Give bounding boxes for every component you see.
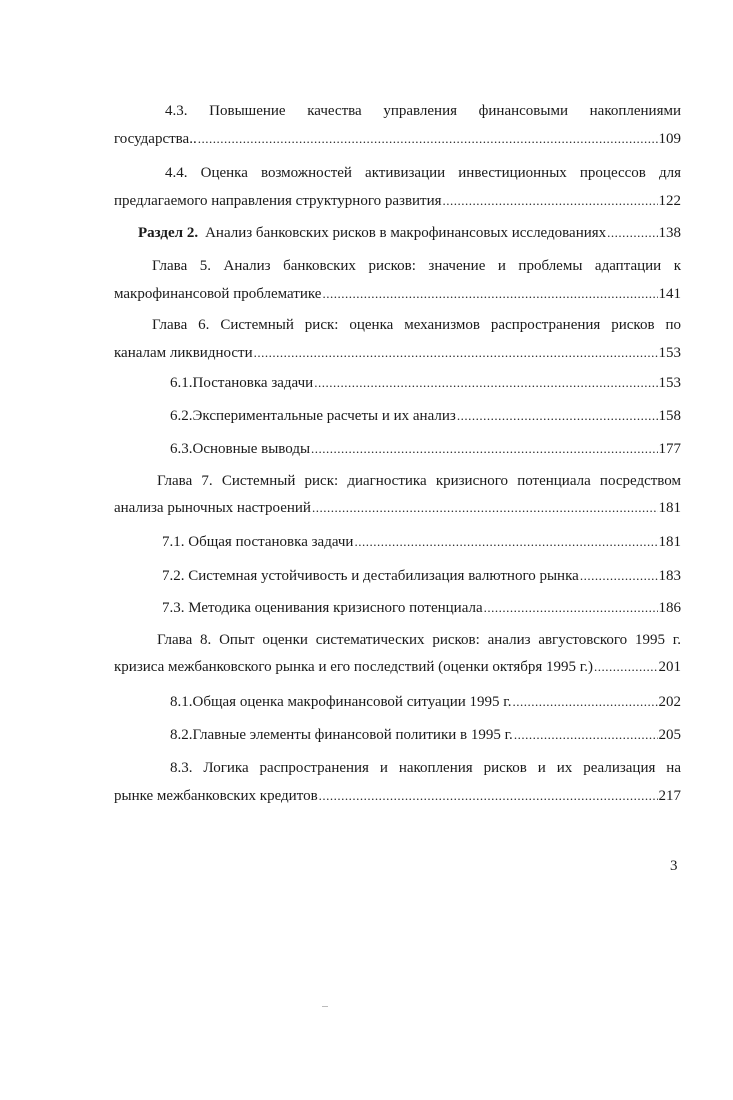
toc-entry-ch5-line2 — [114, 283, 681, 305]
toc-entry-title: Основные выводы — [192, 441, 311, 457]
toc-entry-title: предлагаемого направления структурного развития — [114, 193, 442, 209]
toc-entry-ch5-line1: Глава 5. Анализ банковских рисков: значение и проблемы адаптации к — [152, 258, 681, 274]
dot-leader — [607, 222, 657, 244]
toc-entry-title: Экспериментальные расчеты и их анализ — [192, 408, 456, 424]
toc-section-number: 6.1. — [170, 375, 193, 391]
dot-leader — [314, 372, 657, 394]
page-number: 3 — [670, 858, 678, 874]
toc-part-label: Раздел 2. — [138, 225, 199, 241]
toc-entry-title: 7.1. Общая постановка задачи — [162, 534, 354, 550]
dot-leader — [311, 438, 657, 460]
dot-leader — [312, 497, 658, 519]
toc-entry-8-1 — [170, 691, 681, 713]
toc-entry-ch6-line2 — [114, 342, 681, 364]
toc-entry-title: 7.2. Системная устойчивость и дестабилизация валютного рынка — [162, 568, 579, 584]
toc-entry-6-1 — [170, 372, 681, 394]
toc-entry-title: Главные элементы финансовой политики в 1995 г. — [192, 727, 513, 743]
toc-page-number: 177 — [658, 441, 681, 457]
toc-entry-ch7-line2 — [114, 497, 681, 519]
toc-page-number: 141 — [658, 286, 681, 302]
dot-leader — [514, 724, 658, 746]
dot-leader — [457, 405, 658, 427]
toc-section-number: 8.1. — [170, 694, 193, 710]
toc-entry-6-3 — [170, 438, 681, 460]
toc-section-number: 6.2. — [170, 408, 193, 424]
dot-leader — [198, 128, 658, 150]
dot-leader — [580, 565, 658, 587]
toc-entry-title: государства.. — [114, 131, 197, 147]
dot-leader — [319, 785, 658, 807]
toc-page-number: 205 — [658, 727, 681, 743]
toc-entry-title: анализа рыночных настроений — [114, 500, 311, 516]
dot-leader — [513, 691, 658, 713]
toc-entry-4-4-line2 — [114, 190, 681, 212]
toc-entry-title: Постановка задачи — [192, 375, 314, 391]
toc-entry-7-3 — [162, 597, 681, 619]
toc-entry-4-3-line2 — [114, 128, 681, 150]
toc-page-number: 181 — [658, 500, 681, 516]
toc-entry-ch8-line1: Глава 8. Опыт оценки систематических рисков: анализ августовского 1995 г. — [157, 632, 681, 648]
toc-entry-part-2 — [138, 222, 681, 244]
dot-leader — [484, 597, 658, 619]
toc-entry-8-3-line2 — [114, 785, 681, 807]
toc-page-number: 181 — [658, 534, 681, 550]
dot-leader — [443, 190, 658, 212]
toc-page-number: 202 — [658, 694, 681, 710]
toc-entry-title: макрофинансовой проблематике — [114, 286, 322, 302]
toc-entry-7-1 — [162, 531, 681, 553]
dot-leader — [354, 531, 657, 553]
toc-page-number: 186 — [658, 600, 681, 616]
dot-leader — [594, 656, 657, 678]
toc-entry-ch6-line1: Глава 6. Системный риск: оценка механизмов распространения рисков по — [152, 317, 681, 333]
dot-leader — [322, 283, 657, 305]
toc-entry-title: 7.3. Методика оценивания кризисного потенциала — [162, 600, 483, 616]
toc-entry-title: каналам ликвидности — [114, 345, 253, 361]
toc-page-number: 183 — [658, 568, 681, 584]
toc-entry-title: рынке межбанковских кредитов — [114, 788, 318, 804]
toc-entry-4-3-line1: 4.3. Повышение качества управления финансовыми накоплениями — [165, 103, 681, 119]
toc-entry-6-2 — [170, 405, 681, 427]
toc-entry-ch7-line1: Глава 7. Системный риск: диагностика кризисного потенциала посредством — [157, 473, 681, 489]
toc-entry-8-2 — [170, 724, 681, 746]
toc-page-number: 109 — [658, 131, 681, 147]
toc-page-number: 153 — [658, 375, 681, 391]
dot-leader — [254, 342, 658, 364]
toc-entry-8-3-line1: 8.3. Логика распространения и накопления рисков и их реализация на — [170, 760, 681, 776]
toc-section-number: 8.2. — [170, 727, 193, 743]
toc-entry-ch8-line2 — [114, 656, 681, 678]
toc-page-number: 158 — [658, 408, 681, 424]
toc-entry-4-4-line1: 4.4. Оценка возможностей активизации инвестиционных процессов для — [165, 165, 681, 181]
toc-page-number: 201 — [658, 659, 681, 675]
toc-entry-title: кризиса межбанковского рынка и его последствий (оценки октября 1995 г.) — [114, 659, 594, 675]
toc-page-number: 217 — [658, 788, 681, 804]
scan-speck — [322, 1006, 328, 1007]
toc-page-number: 153 — [658, 345, 681, 361]
toc-page-number: 122 — [658, 193, 681, 209]
toc-entry-title: Общая оценка макрофинансовой ситуации 1995 г. — [192, 694, 512, 710]
toc-section-number: 6.3. — [170, 441, 193, 457]
toc-page-number: 138 — [658, 225, 681, 241]
toc-entry-7-2 — [162, 565, 681, 587]
toc-entry-title: Анализ банковских рисков в макрофинансовых исследованиях — [205, 225, 607, 241]
